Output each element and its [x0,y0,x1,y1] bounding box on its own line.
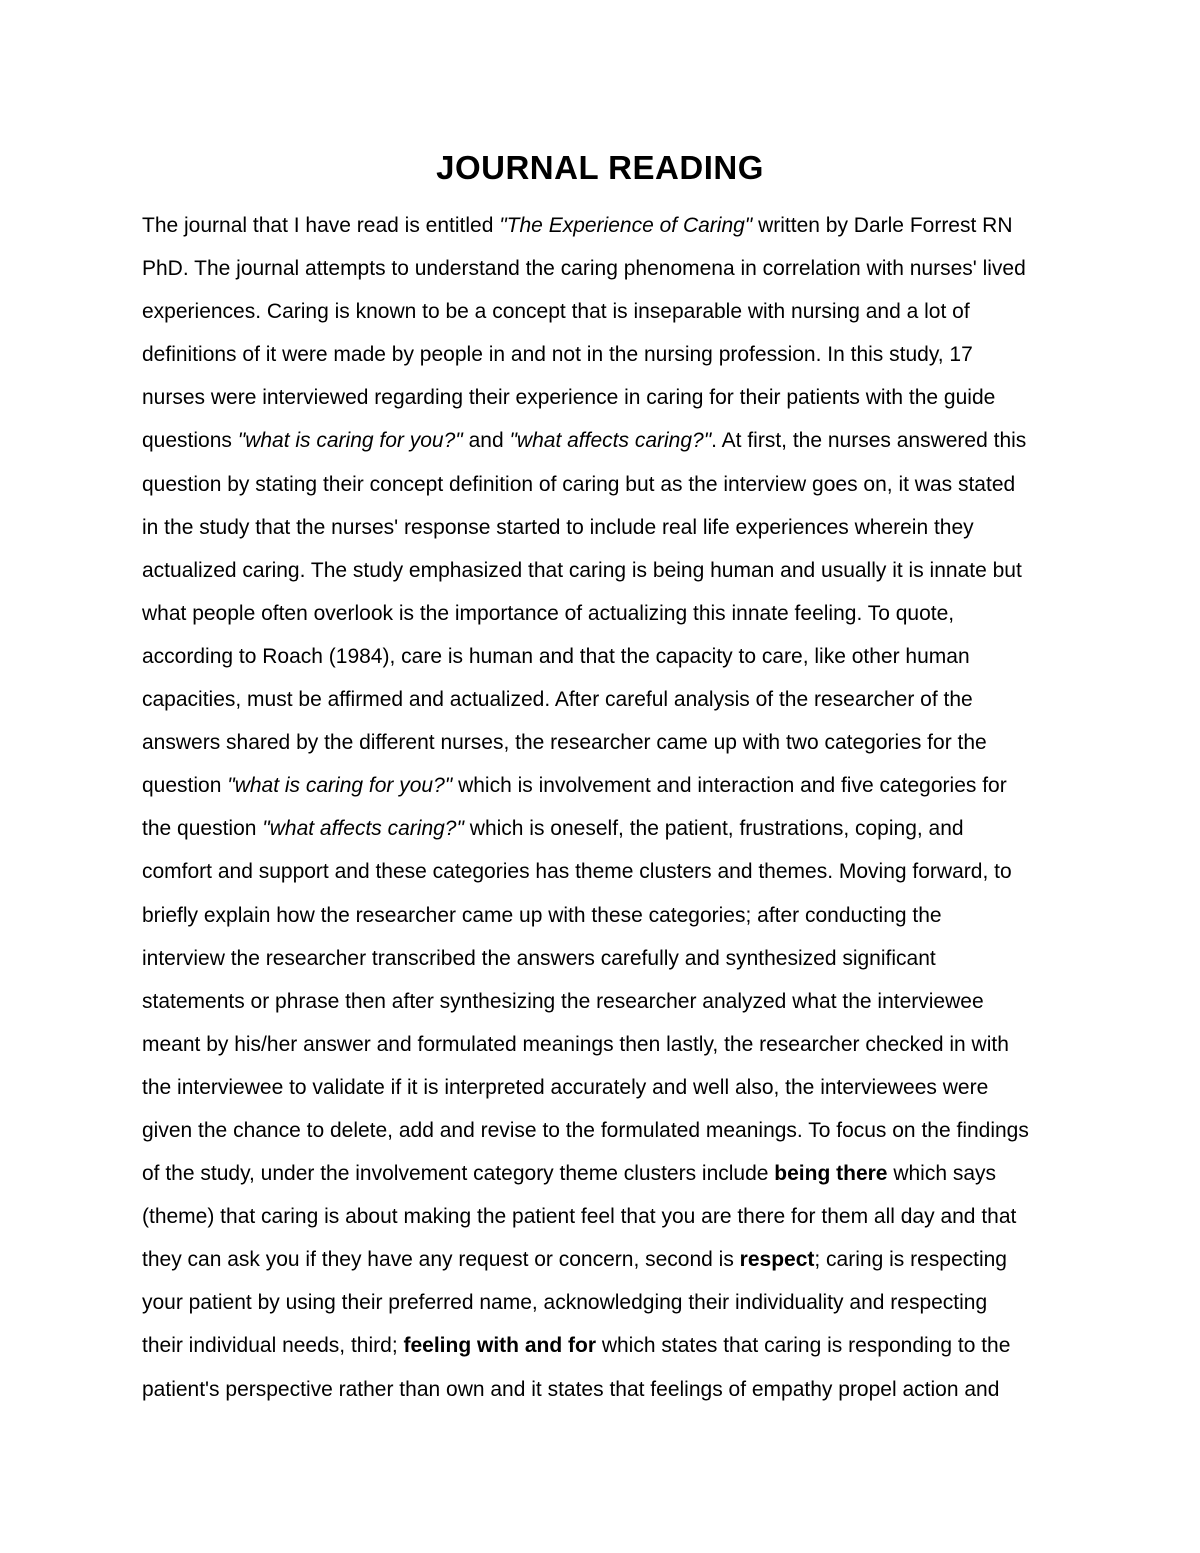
text-run: what people often overlook is the importance of actualizing this innate feeling. To quote, [142,601,955,625]
body-text-line [142,1152,1062,1195]
body-text-line [142,1195,1062,1238]
body-text-line [142,937,1062,980]
body-text-line [142,1368,1062,1411]
text-run: (theme) that caring is about making the patient feel that you are there for them all day and that [142,1205,1017,1229]
body-text-line [142,506,1062,549]
text-run: answers shared by the different nurses, the researcher came up with two categories for the [142,731,987,755]
text-run: written by Darle Forrest RN [752,214,1013,237]
text-run: which is involvement and interaction and five categories for [452,774,1007,798]
text-run: . At first, the nurses answered this [711,429,1027,453]
text-run: statements or phrase then after synthesizing the researcher analyzed what the interviewee [142,989,984,1013]
body-text-line [142,247,1062,290]
text-run: question by stating their concept definition of caring but as the interview goes on, it was stated [142,472,1016,496]
body-text-line [142,376,1062,419]
text-run: capacities, must be affirmed and actualized. After careful analysis of the researcher of the [142,688,973,712]
bold-theme-term: being there [774,1162,888,1186]
text-run: briefly explain how the researcher came up with these categories; after conducting the [142,903,942,927]
text-run: their individual needs, third; [142,1334,404,1358]
body-text-line [142,419,1062,462]
text-run: The journal that I have read is entitled [142,214,500,237]
body-text-line [142,721,1062,764]
bold-theme-term: feeling with and for [403,1334,596,1358]
text-run: which says [887,1162,997,1186]
text-run: the interviewee to validate if it is interpreted accurately and well also, the interviewees were [142,1075,989,1099]
body-text-line [142,592,1062,635]
text-run: and [462,429,510,453]
text-run: definitions of it were made by people in and not in the nursing profession. In this study, 17 [142,343,973,367]
body-text-line [142,764,1062,807]
text-run: question [142,774,228,798]
body-text-line [142,204,1062,247]
body-text-line [142,1238,1062,1281]
text-run: interview the researcher transcribed the answers carefully and synthesized significant [142,946,936,970]
text-run: PhD. The journal attempts to understand the caring phenomena in correlation with nurses' lived [142,257,1026,281]
journal-reading-body [142,204,1062,1411]
text-run: comfort and support and these categories has theme clusters and themes. Moving forward, to [142,860,1012,884]
text-run: nurses were interviewed regarding their experience in caring for their patients with the guide [142,386,996,410]
text-run: which states that caring is responding to the [596,1334,1011,1358]
text-run: ; caring is respecting [814,1248,1007,1272]
body-text-line [142,463,1062,506]
body-text-line [142,1324,1062,1367]
body-text-line [142,807,1062,850]
text-run: they can ask you if they have any request or concern, second is [142,1248,740,1272]
text-run: according to Roach (1984), care is human and that the capacity to care, like other human [142,644,970,668]
body-text-line [142,678,1062,721]
text-run: of the study, under the involvement category theme clusters include [142,1162,775,1186]
bold-theme-term: respect [739,1248,815,1272]
text-run: in the study that the nurses' response started to include real life experiences wherein they [142,515,974,539]
text-run: which is oneself, the patient, frustrations, coping, and [463,817,964,841]
text-run: meant by his/her answer and formulated meanings then lastly, the researcher checked in with [142,1032,1009,1056]
text-run: given the chance to delete, add and revise to the formulated meanings. To focus on the findings [142,1118,1029,1142]
document-title: JOURNAL READING [436,149,764,186]
body-text-line [142,894,1062,937]
body-text-line [142,1281,1062,1324]
italic-quote: "what affects caring?" [262,817,464,841]
body-text-line [142,635,1062,678]
body-text-line [142,1066,1062,1109]
body-text-line [142,1023,1062,1066]
italic-quote: "what affects caring?" [509,429,712,453]
italic-quote: "what is caring for you?" [227,774,453,798]
body-text-line [142,1109,1062,1152]
body-text-line [142,290,1062,333]
body-text-line [142,850,1062,893]
text-run: the question [142,817,263,841]
text-run: actualized caring. The study emphasized that caring is being human and usually it is innate but [142,558,1022,582]
text-run: your patient by using their preferred name, acknowledging their individuality and respecting [142,1291,988,1315]
body-text-line [142,980,1062,1023]
body-text-line [142,549,1062,592]
text-run: experiences. Caring is known to be a concept that is inseparable with nursing and a lot of [142,300,970,324]
italic-quote: "The Experience of Caring" [499,214,753,237]
text-run: questions [142,429,238,453]
italic-quote: "what is caring for you?" [237,429,463,453]
text-run: patient's perspective rather than own and it states that feelings of empathy propel action and [142,1377,1000,1401]
body-text-line [142,333,1062,376]
